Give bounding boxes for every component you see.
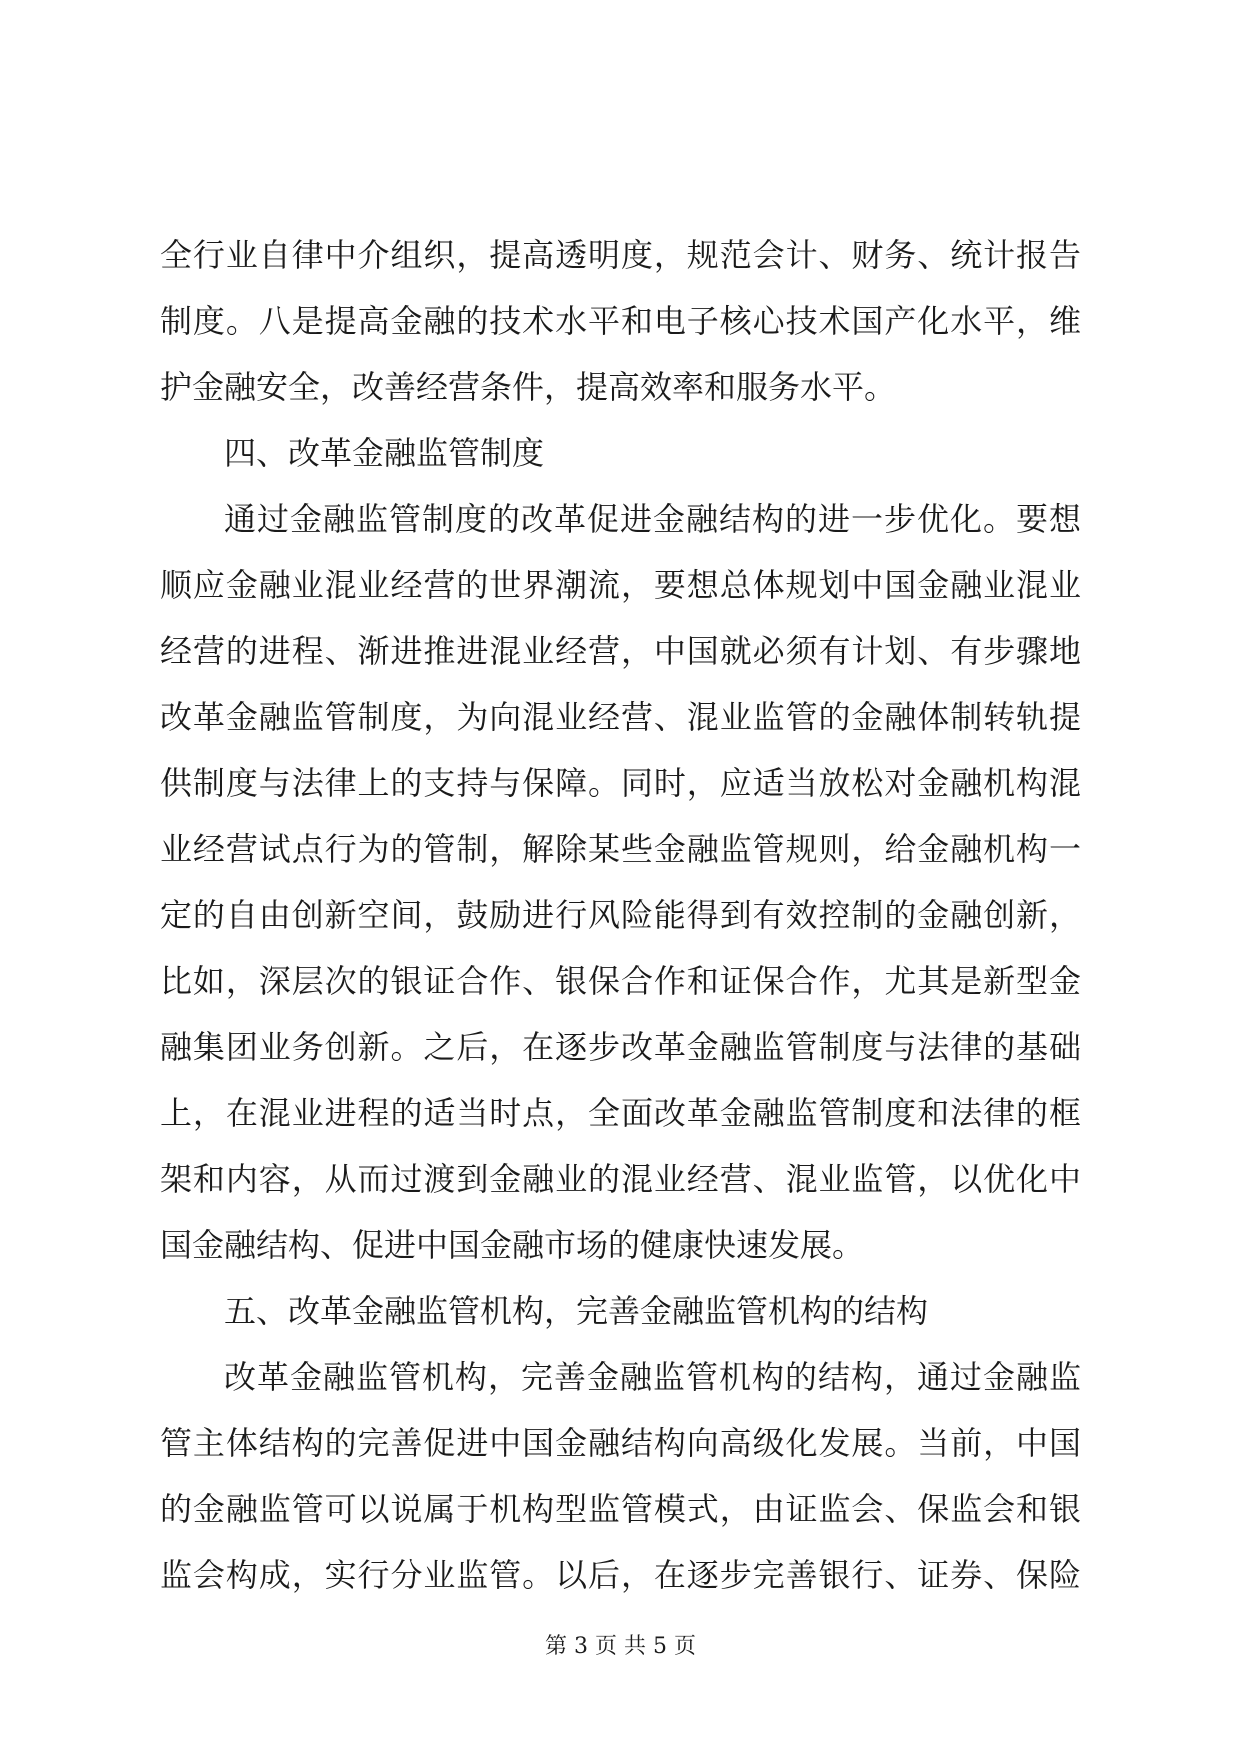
text-line: 定的自由创新空间，鼓励进行风险能得到有效控制的金融创新， — [160, 896, 1081, 934]
text-line: 制度。八是提高金融的技术水平和电子核心技术国产化水平，维 — [160, 302, 1081, 340]
text-line: 改革金融监管制度，为向混业经营、混业监管的金融体制转轨提 — [160, 698, 1081, 736]
section-heading: 四、改革金融监管制度 — [224, 434, 545, 472]
text-line: 比如，深层次的银证合作、银保合作和证保合作，尤其是新型金 — [160, 962, 1081, 1000]
text-line: 业经营试点行为的管制，解除某些金融监管规则，给金融机构一 — [160, 830, 1081, 868]
text-line: 管主体结构的完善促进中国金融结构向高级化发展。当前，中国 — [160, 1424, 1081, 1462]
text-line: 的金融监管可以说属于机构型监管模式，由证监会、保监会和银 — [160, 1490, 1081, 1528]
text-line: 国金融结构、促进中国金融市场的健康快速发展。 — [160, 1226, 865, 1264]
text-line: 护金融安全，改善经营条件，提高效率和服务水平。 — [160, 368, 897, 406]
section-heading: 五、改革金融监管机构，完善金融监管机构的结构 — [224, 1292, 929, 1330]
text-line: 架和内容，从而过渡到金融业的混业经营、混业监管，以优化中 — [160, 1160, 1081, 1198]
text-line: 顺应金融业混业经营的世界潮流，要想总体规划中国金融业混业 — [160, 566, 1081, 604]
text-line: 经营的进程、渐进推进混业经营，中国就必须有计划、有步骤地 — [160, 632, 1081, 670]
text-line: 全行业自律中介组织，提高透明度，规范会计、财务、统计报告 — [160, 236, 1081, 274]
body-text — [160, 222, 1081, 1608]
text-line: 监会构成，实行分业监管。以后，在逐步完善银行、证券、保险 — [160, 1556, 1081, 1594]
page-number-footer: 第 3 页 共 5 页 — [545, 1634, 696, 1659]
text-line: 供制度与法律上的支持与保障。同时，应适当放松对金融机构混 — [160, 764, 1081, 802]
text-line: 通过金融监管制度的改革促进金融结构的进一步优化。要想 — [224, 500, 1081, 538]
text-line: 改革金融监管机构，完善金融监管机构的结构，通过金融监 — [224, 1358, 1081, 1396]
text-line: 上，在混业进程的适当时点，全面改革金融监管制度和法律的框 — [160, 1094, 1081, 1132]
text-line: 融集团业务创新。之后，在逐步改革金融监管制度与法律的基础 — [160, 1028, 1081, 1066]
